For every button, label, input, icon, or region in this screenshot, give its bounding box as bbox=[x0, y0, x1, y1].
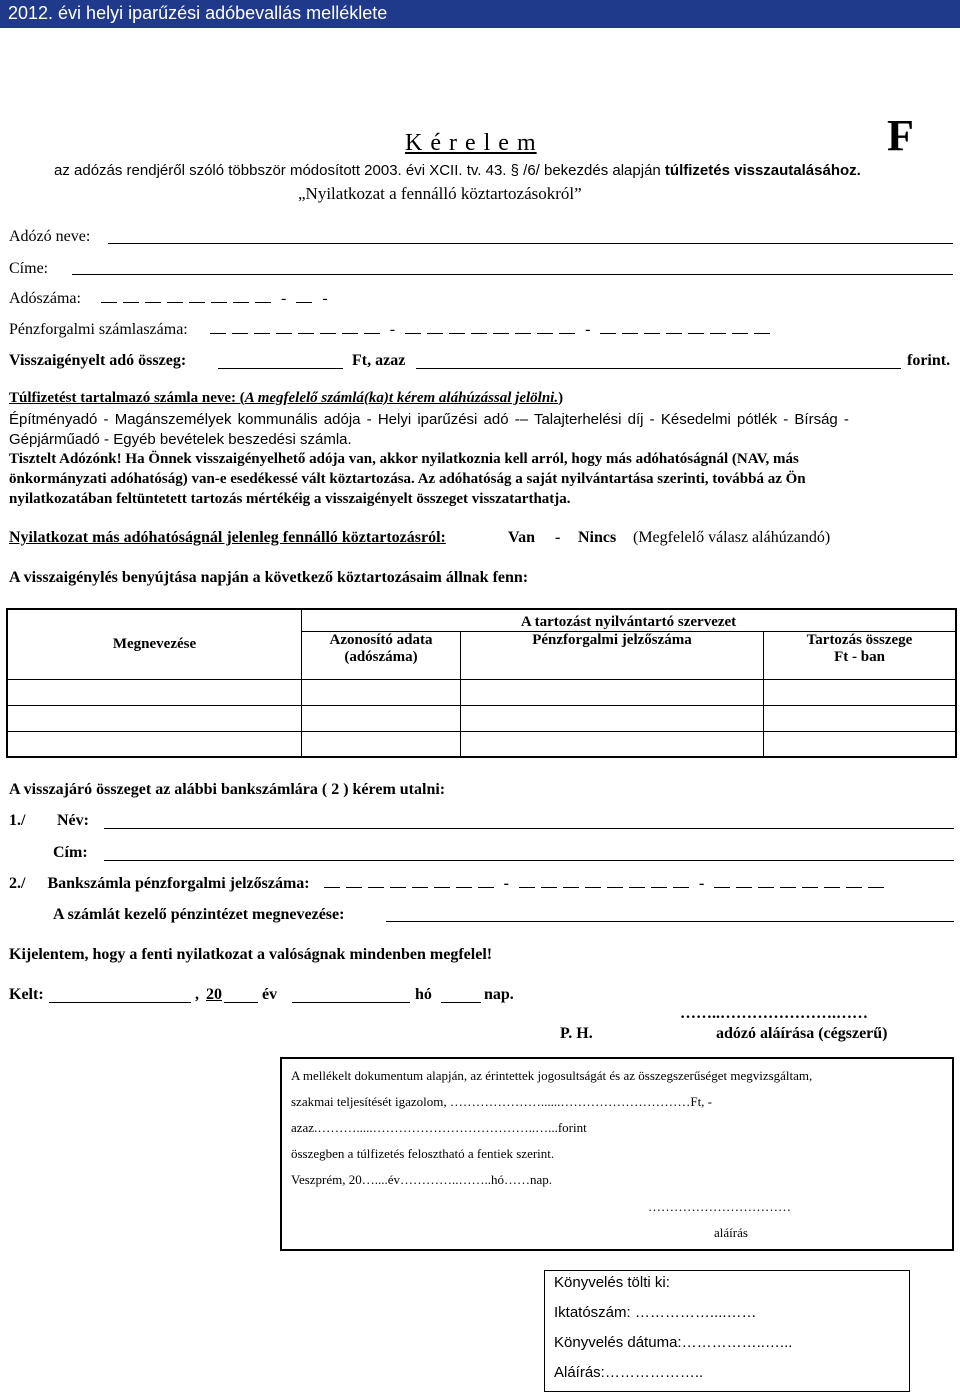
table-row[interactable] bbox=[7, 731, 956, 757]
nyilatkozat-mas-label: Nyilatkozat más adóhatóságnál jelenleg fennálló köztartozásról: bbox=[9, 529, 446, 546]
bank-jelzoszam-label: Bankszámla pénzforgalmi jelzőszáma: bbox=[47, 875, 310, 892]
subtitle-mid: /6/ bekezdés alapján bbox=[518, 162, 665, 179]
official-line1: A mellékelt dokumentum alapján, az érintettek jogosultságát és az összegszerűséget megvizsgáltam, bbox=[291, 1068, 813, 1083]
kelt-day-line[interactable] bbox=[441, 1002, 481, 1003]
bank-nev-line[interactable] bbox=[104, 828, 954, 829]
bank-cim-label: Cím: bbox=[53, 844, 88, 861]
section-sign: § bbox=[510, 162, 519, 179]
subtitle-bold: túlfizetés visszautalásához. bbox=[664, 162, 861, 179]
group-header: A tartozást nyilvántartó szervezet bbox=[302, 609, 957, 631]
van-nincs-separator: - bbox=[555, 529, 561, 546]
visszaigenyelt-words-line[interactable] bbox=[416, 368, 901, 369]
konyveles-iktatoszam[interactable]: Iktatószám: ……………....…… bbox=[554, 1304, 757, 1321]
kelt-label: Kelt: bbox=[9, 986, 44, 1003]
bank-penzintezet-line[interactable] bbox=[386, 921, 954, 922]
konyveles-line1: Könyvelés tölti ki: bbox=[554, 1274, 670, 1291]
kelt-ho: hó bbox=[415, 986, 432, 1003]
kelt-ev: év bbox=[262, 986, 278, 1003]
col-penzforgalmi: Pénzforgalmi jelzőszáma bbox=[461, 631, 764, 679]
cime-label: Címe: bbox=[9, 260, 49, 277]
kelt-comma: , bbox=[195, 986, 199, 1003]
cime-line[interactable] bbox=[72, 274, 953, 275]
official-signature-label: aláírás bbox=[714, 1225, 748, 1240]
bank-title: A visszajáró összeget az alábbi bankszámlára ( 2 ) kérem utalni: bbox=[9, 781, 446, 798]
adozo-neve-line[interactable] bbox=[108, 243, 953, 244]
bank-nev-label: Név: bbox=[57, 812, 89, 829]
ft-azaz-label: Ft, azaz bbox=[352, 352, 406, 369]
bank-item-2-number: 2./ bbox=[9, 875, 26, 892]
adoszama-label: Adószáma: bbox=[9, 290, 81, 307]
szamla-label bbox=[9, 390, 563, 407]
konyveles-datum[interactable]: Könyvelés dátuma:……………..…... bbox=[554, 1334, 793, 1351]
szamla-options-line1[interactable]: Építményadó - Magánszemélyek kommunális adója - Helyi iparűzési adó -– Talajterhelési díj - Késedelmi pótlék - Bírság - bbox=[9, 411, 849, 428]
bank-jelzoszam-row[interactable]: 2./ Bankszámla pénzforgalmi jelzőszáma: - - bbox=[9, 875, 890, 893]
header-bar bbox=[0, 0, 960, 28]
konyveles-box bbox=[544, 1270, 910, 1392]
visszaigenyelt-amount-line[interactable] bbox=[218, 368, 343, 369]
official-line6: …………………………… bbox=[648, 1199, 791, 1214]
kerelem-subtitle bbox=[54, 162, 861, 179]
adozo-neve-label: Adózó neve: bbox=[9, 228, 91, 245]
bank-cim-line[interactable] bbox=[104, 860, 954, 861]
tisztelt-text1: Ha Önnek visszaigényelhető adója van, akkor nyilatkoznia kell arról, hogy más adóhatóságnál (NAV, más bbox=[121, 451, 799, 467]
subtitle-pre: az adózás rendjéről szóló többször módosított 2003. évi XCII. tv. 43. bbox=[54, 162, 511, 179]
konyveles-alairas[interactable]: Aláírás:……………….. bbox=[554, 1364, 704, 1381]
kelt-place-line[interactable] bbox=[49, 1002, 191, 1003]
document-title: 2012. évi helyi iparűzési adóbevallás melléklete bbox=[8, 3, 388, 23]
kelt-year-line[interactable] bbox=[224, 1002, 258, 1003]
szamla-label-end: ) bbox=[558, 390, 564, 406]
signature-dots[interactable]: ……..………………….…… bbox=[680, 1005, 868, 1022]
form-letter: F bbox=[887, 111, 914, 160]
col-megnevezese: Megnevezése bbox=[7, 609, 302, 679]
visszaigenyelt-label: Visszaigényelt adó összeg: bbox=[9, 352, 187, 369]
ph-label: P. H. bbox=[560, 1025, 593, 1042]
valasz-note: (Megfelelő válasz aláhúzandó) bbox=[633, 529, 831, 546]
szamla-options-line2[interactable]: Gépjárműadó - Egyéb bevételek beszedési számla. bbox=[9, 431, 352, 448]
tisztelt-line2: önkormányzati adóhatóság) van-e esedékessé vált köztartozása. Az adóhatóság a saját nyilvántartása szerinti, továbbá az Ön bbox=[9, 471, 806, 487]
forint-label: forint. bbox=[907, 352, 951, 369]
official-box bbox=[280, 1057, 954, 1251]
nyilatkozat-title: „Nyilatkozat a fennálló köztartozásokról” bbox=[298, 184, 582, 203]
official-line3: azaz.……….....………………………………..…...forint bbox=[291, 1120, 587, 1135]
szamla-label-instruction: A megfelelő számlá(ka)t kérem aláhúzással jelölni. bbox=[244, 390, 559, 406]
kijelentem-text: Kijelentem, hogy a fenti nyilatkozat a valóságnak mindenben megfelel! bbox=[9, 946, 493, 963]
official-line2: szakmai teljesítését igazolom, …………………......…………………………Ft, - bbox=[291, 1094, 713, 1109]
official-line5: Veszprém, 20…....év…………..……..hó……nap. bbox=[291, 1172, 553, 1187]
kelt-month-line[interactable] bbox=[292, 1002, 410, 1003]
kerelem-title: K é r e l e m bbox=[405, 130, 537, 156]
official-line4: összegben a túlfizetés felosztható a fentiek szerint. bbox=[291, 1146, 555, 1161]
nincs-option[interactable]: Nincs bbox=[578, 529, 617, 546]
kelt-nap: nap. bbox=[484, 986, 514, 1003]
penzforgalmi-row[interactable]: Pénzforgalmi számlaszáma: - - bbox=[9, 321, 776, 339]
debt-table bbox=[6, 608, 957, 758]
visszaigenyles-title: A visszaigénylés benyújtása napján a következő köztartozásaim állnak fenn: bbox=[9, 569, 529, 586]
bank-penzintezet-label: A számlát kezelő pénzintézet megnevezése: bbox=[53, 906, 345, 923]
penzforgalmi-label: Pénzforgalmi számlaszáma: bbox=[9, 321, 188, 338]
col-tartozas: Tartozás összege Ft - ban bbox=[764, 631, 957, 679]
kelt-year-prefix: 20 bbox=[206, 986, 222, 1003]
table-row[interactable] bbox=[7, 705, 956, 731]
szamla-label-main: Túlfizetést tartalmazó számla neve: ( bbox=[9, 390, 245, 406]
tisztelt-line1 bbox=[9, 451, 799, 468]
tisztelt-greeting: Tisztelt Adózónk! bbox=[9, 451, 122, 467]
table-row[interactable] bbox=[7, 679, 956, 705]
bank-item-1-number: 1./ bbox=[9, 812, 26, 829]
tisztelt-line3: nyilatkozatában feltüntetett tartozás mértékéig a visszaigényelt összeget visszatarthatja. bbox=[9, 491, 571, 507]
van-option[interactable]: Van bbox=[508, 529, 535, 546]
adoszama-row[interactable]: Adószáma: - - bbox=[9, 290, 328, 307]
col-azonosito: Azonosító adata (adószáma) bbox=[302, 631, 461, 679]
signature-label: adózó aláírása (cégszerű) bbox=[716, 1025, 888, 1042]
